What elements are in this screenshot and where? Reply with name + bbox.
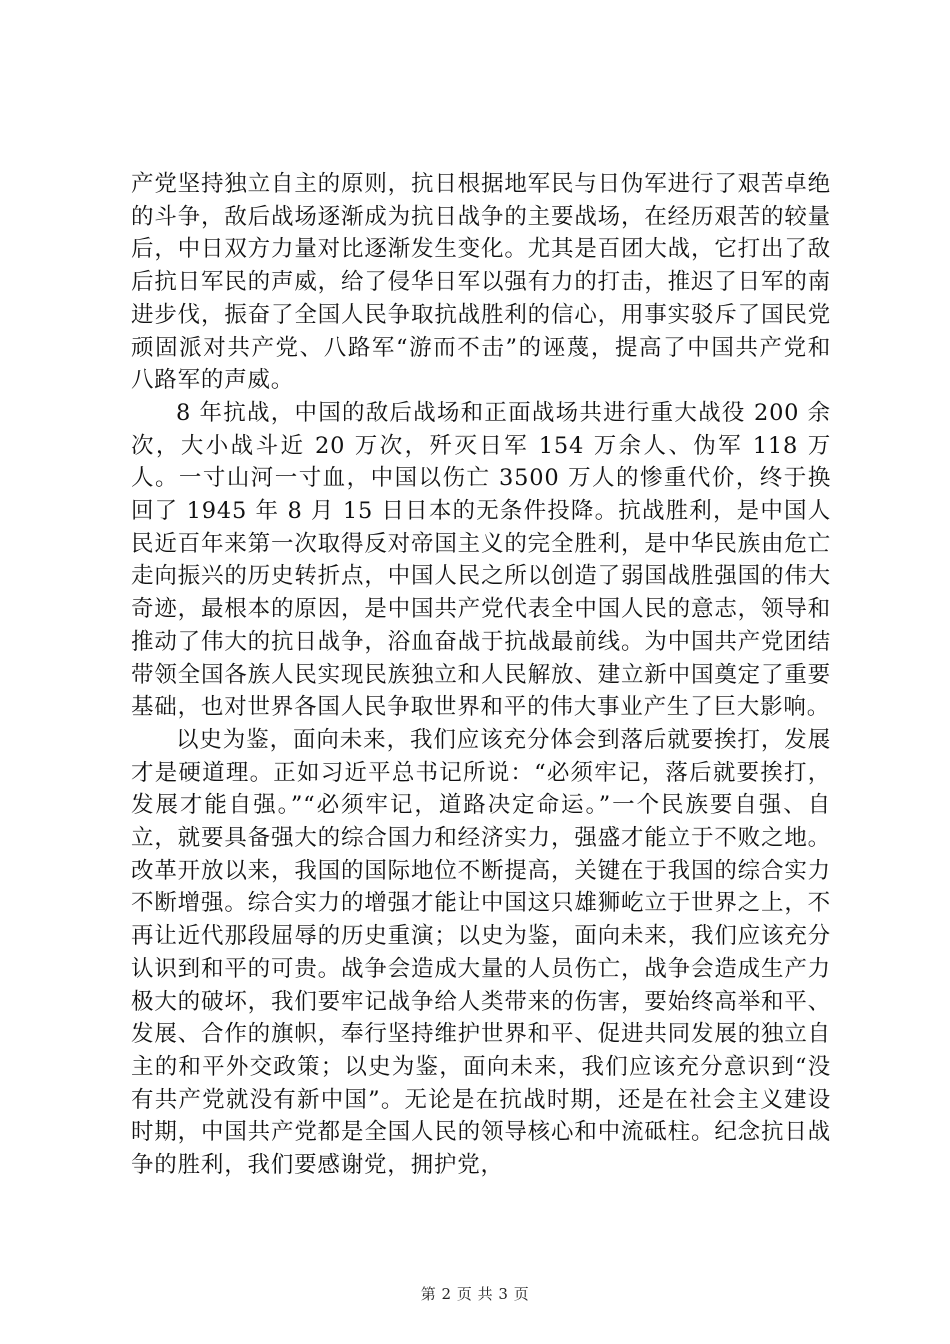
- document-body: [131, 168, 831, 1182]
- paragraph-lessons: 以史为鉴，面向未来，我们应该充分体会到落后就要挨打，发展才是硬道理。正如习近平总书记所说：“必须牢记，落后就要挨打，发展才能自强。”“必须牢记，道路决定命运。”一个民族要自强、自立，就要具备强大的综合国力和经济实力，强盛才能立于不败之地。改革开放以来，我国的国际地位不断提高，关键在于我国的综合实力不断增强。综合实力的增强才能让中国这只雄狮屹立于世界之上，不再让近代那段屈辱的历史重演；以史为鉴，面向未来，我们应该充分认识到和平的可贵。战争会造成大量的人员伤亡，战争会造成生产力极大的破坏，我们要牢记战争给人类带来的伤害，要始终高举和平、发展、合作的旗帜，奉行坚持维护世界和平、促进共同发展的独立自主的和平外交政策；以史为鉴，面向未来，我们应该充分意识到“没有共产党就没有新中国”。无论是在抗战时期，还是在社会主义建设时期，中国共产党都是全国人民的领导核心和中流砥柱。纪念抗日战争的胜利，我们要感谢党，拥护党，: [131, 726, 831, 1179]
- paragraph-continuation: 产党坚持独立自主的原则，抗日根据地军民与日伪军进行了艰苦卓绝的斗争，敌后战场逐渐成为抗日战争的主要战场，在经历艰苦的较量后，中日双方力量对比逐渐发生变化。尤其是百团大战，它打出了敌后抗日军民的声威，给了侵华日军以强有力的打击，推迟了日军的南进步伐，振奋了全国人民争取抗战胜利的信心，用事实驳斥了国民党顽固派对共产党、八路军“游而不击”的诬蔑，提高了中国共产党和八路军的声威。: [131, 171, 831, 394]
- page-footer: 第 2 页 共 3 页: [420, 1285, 530, 1303]
- paragraph-war-summary: 8 年抗战，中国的敌后战场和正面战场共进行重大战役 200 余次，大小战斗近 20 万次，歼灭日军 154 万余人、伪军 118 万人。一寸山河一寸血，中国以伤亡 3500 万人的惨重代价，终于换回了 1945 年 8 月 15 日日本的无条件投降。抗战胜利，是中国人民近百年来第一次取得反对帝国主义的完全胜利，是中华民族由危亡走向振兴的历史转折点，中国人民之所以创造了弱国战胜强国的伟大奇迹，最根本的原因，是中国共产党代表全中国人民的意志，领导和推动了伟大的抗日战争，浴血奋战于抗战最前线。为中国共产党团结带领全国各族人民实现民族独立和人民解放、建立新中国奠定了重要基础，也对世界各国人民争取世界和平的伟大事业产生了巨大影响。: [131, 399, 831, 721]
